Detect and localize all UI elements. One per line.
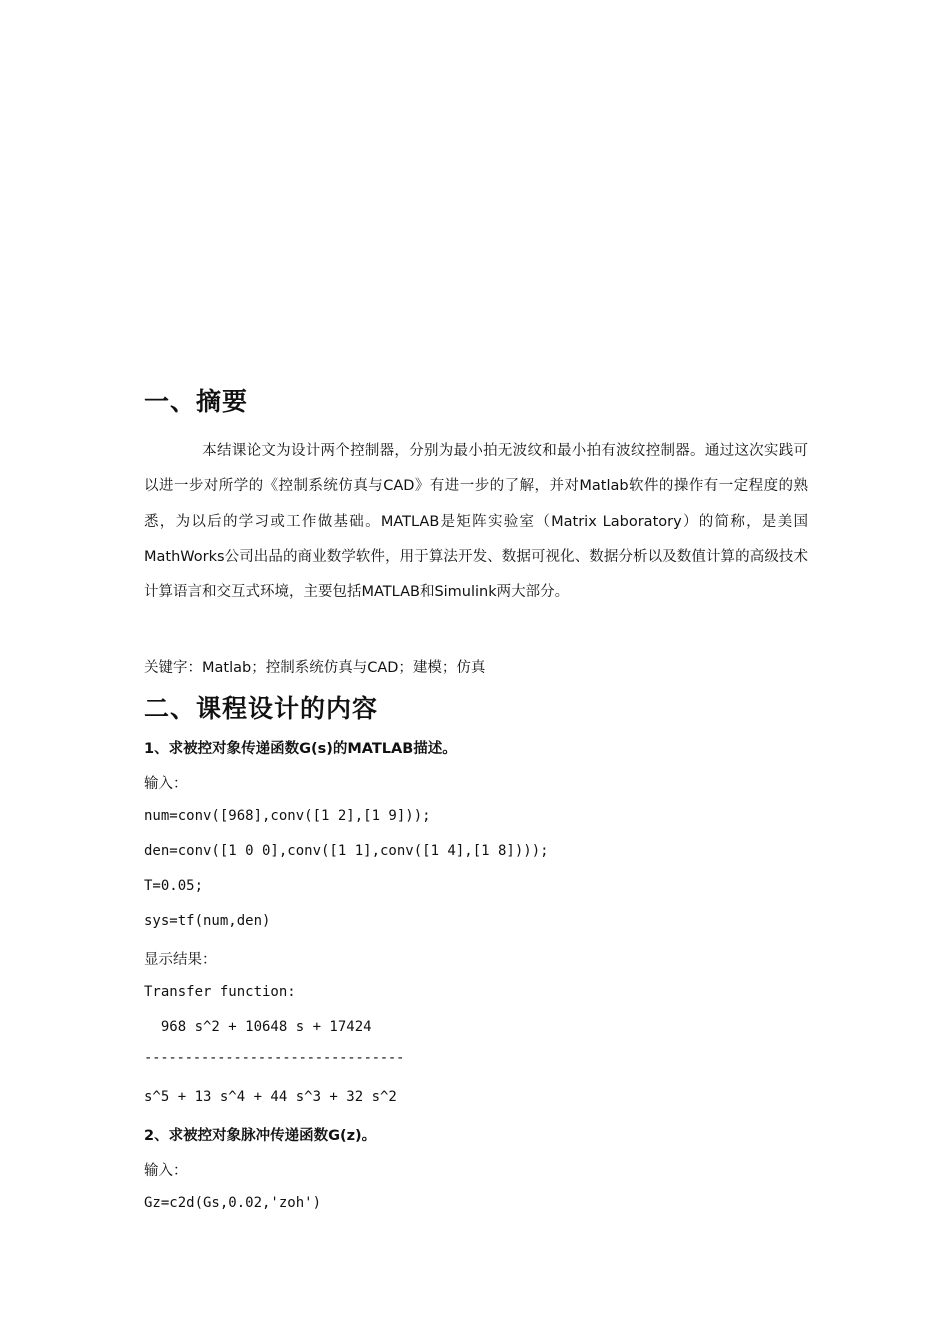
input-label-2: 输入： [144,1163,188,1179]
code-line-gz: Gz=c2d(Gs,0.02,'zoh') [144,1195,322,1211]
transfer-function-header: Transfer function: [144,984,296,1000]
item-2-title: 2、求被控对象脉冲传递函数G(z)。 [144,1128,377,1144]
keywords-line: 关键字：Matlab；控制系统仿真与CAD；建模；仿真 [144,660,486,676]
input-label-1: 输入： [144,776,188,792]
code-line-t: T=0.05; [144,878,204,894]
section-heading-abstract: 一、摘要 [144,387,249,416]
abstract-text: 本结课论文为设计两个控制器，分别为最小拍无波纹和最小拍有波纹控制器。通过这次实践可以进一步对所学的《控制系统仿真与CAD》有进一步的了解，并对Matlab软件的操作有一定程度的熟悉，为以后的学习或工作做基础。MATLAB是矩阵实验室（Matrix Laboratory）的简称，是美国MathWorks公司出品的商业数学软件，用于算法开发、数据可视化、数据分析以及数值计算的高级技术计算语言和交互式环境，主要包括MATLAB和Simulink两大部分。 [144,443,808,601]
code-line-den: den=conv([1 0 0],conv([1 1],conv([1 4],[1 8]))); [144,843,549,859]
transfer-function-divider: -------------------------------- [144,1050,405,1066]
result-label: 显示结果： [144,952,217,968]
code-line-sys: sys=tf(num,den) [144,913,271,929]
item-1-title: 1、求被控对象传递函数G(s)的MATLAB描述。 [144,741,457,757]
transfer-function-numerator: 968 s^2 + 10648 s + 17424 [144,1019,372,1035]
transfer-function-denominator: s^5 + 13 s^4 + 44 s^3 + 32 s^2 [144,1089,397,1105]
code-line-num: num=conv([968],conv([1 2],[1 9])); [144,808,431,824]
abstract-paragraph [144,434,808,610]
section-heading-course-content: 二、课程设计的内容 [144,694,379,723]
